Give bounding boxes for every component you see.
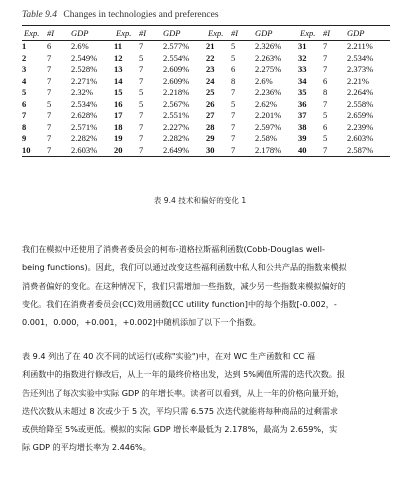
iteration-count: 7: [231, 133, 236, 143]
experiment-number: 39: [298, 133, 307, 143]
experiment-number: 1: [22, 41, 27, 51]
column-header: Exp.: [206, 26, 231, 41]
experiment-number: 4: [22, 75, 27, 86]
iteration-count: 7: [47, 52, 52, 63]
gdp-growth: 2.264%: [347, 87, 374, 97]
experiment-number: 3: [22, 64, 27, 74]
experiment-number: 38: [298, 121, 307, 132]
experiment-number: 32: [298, 52, 307, 63]
iteration-count: 7: [323, 52, 328, 63]
gdp-growth: 2.218%: [163, 87, 190, 97]
experiment-number: 25: [206, 87, 215, 97]
experiment-number: 37: [298, 110, 307, 120]
gdp-growth: 2.227%: [163, 121, 190, 132]
iteration-count: 7: [323, 64, 328, 74]
text-line: 利函数中的指数进行修改后，从上一年的最终价格出发，达到 5%阈值所需的迭代次数。报: [22, 369, 345, 380]
text-line: 0.001，0.000，+0.001，+0.002]中随机添加了以下一个指数。: [22, 317, 261, 328]
experiment-number: 29: [206, 133, 215, 143]
table-body: [22, 41, 390, 157]
text-line: 告还列出了每次实验中实际 GDP 的年增长率。读者可以看到，从上一年的价格向量开始，: [22, 387, 345, 398]
iteration-count: 6: [323, 121, 328, 132]
gdp-growth: 2.58%: [255, 133, 277, 143]
gdp-growth: 2.326%: [255, 41, 282, 51]
gdp-growth: 2.609%: [163, 75, 190, 86]
iteration-count: 7: [47, 87, 52, 97]
gdp-growth: 2.554%: [163, 52, 190, 63]
iteration-count: 5: [47, 98, 52, 109]
iteration-count: 7: [323, 145, 347, 157]
gdp-growth: 2.275%: [255, 64, 282, 74]
gdp-growth: 2.236%: [255, 87, 282, 97]
iteration-count: 7: [139, 41, 144, 51]
gdp-growth: 2.32%: [71, 87, 93, 97]
column-header: #I: [139, 26, 163, 41]
gdp-growth: 2.649%: [163, 145, 206, 157]
gdp-growth: 2.528%: [71, 64, 98, 74]
iteration-count: 7: [323, 41, 328, 51]
iteration-count: 5: [231, 41, 236, 51]
experiment-number: 11: [114, 41, 123, 51]
table-row: [22, 99, 390, 111]
experiment-number: 12: [114, 52, 123, 63]
table-row: [22, 110, 390, 122]
gdp-growth: 2.571%: [71, 121, 98, 132]
table-title-number: Table 9.4: [22, 10, 58, 20]
table-row: [22, 64, 390, 76]
gdp-growth: 2.239%: [347, 121, 374, 132]
iteration-count: 5: [231, 98, 236, 109]
gdp-growth: 2.597%: [255, 121, 282, 132]
gdp-growth: 2.373%: [347, 64, 374, 74]
iteration-count: 7: [231, 110, 236, 120]
experiment-number: 18: [114, 121, 123, 132]
experiment-number: 10: [22, 145, 47, 157]
table-header-row: [22, 26, 390, 41]
table-row: [22, 76, 390, 88]
experiment-number: 30: [206, 145, 231, 157]
iteration-count: 7: [47, 110, 52, 120]
iteration-count: 5: [323, 133, 328, 143]
iteration-count: 8: [231, 75, 236, 86]
text-line: being functions)。因此，我们可以通过改变这些福利函数中私人和公共产品的指数来模拟: [22, 262, 347, 273]
text-line: 际 GDP 的平均增长率为 2.446%。: [22, 442, 151, 453]
experiment-number: 2: [22, 52, 27, 63]
table-row: [22, 145, 390, 157]
iteration-count: 7: [139, 75, 144, 86]
gdp-growth: 2.178%: [255, 145, 298, 157]
iteration-count: 5: [231, 52, 236, 63]
iteration-count: 7: [139, 64, 144, 74]
iteration-count: 7: [47, 133, 52, 143]
iteration-count: 7: [139, 133, 144, 143]
gdp-growth: 2.6%: [71, 41, 89, 51]
column-header: Exp.: [298, 26, 323, 41]
iteration-count: 6: [47, 41, 52, 51]
text-line: 表 9.4 列出了在 40 次不同的试运行(或称"实验")中，在对 WC 生产函数和 CC 福: [22, 351, 315, 361]
paragraph-2: [22, 347, 382, 457]
experiment-number: 34: [298, 75, 307, 86]
gdp-growth: 2.549%: [71, 52, 98, 63]
iteration-count: 5: [323, 110, 328, 120]
iteration-count: 7: [139, 110, 144, 120]
experiment-number: 14: [114, 75, 123, 86]
gdp-growth: 2.534%: [347, 52, 374, 63]
iteration-count: 6: [323, 75, 328, 86]
gdp-growth: 2.6%: [255, 75, 273, 86]
table-row: [22, 53, 390, 65]
experiment-number: 26: [206, 98, 215, 109]
gdp-growth: 2.628%: [71, 110, 98, 120]
gdp-growth: 2.558%: [347, 98, 374, 109]
iteration-count: 7: [231, 121, 236, 132]
table-row: [22, 122, 390, 134]
iteration-count: 7: [139, 121, 144, 132]
experiment-number: 23: [206, 64, 215, 74]
experiment-number: 13: [114, 64, 123, 74]
column-header: Exp.: [114, 26, 139, 41]
gdp-growth: 2.271%: [71, 75, 98, 86]
column-header: Exp.: [22, 26, 47, 41]
iteration-count: 7: [47, 64, 52, 74]
iteration-count: 5: [139, 87, 144, 97]
iteration-count: 7: [231, 87, 236, 97]
gdp-growth: 2.551%: [163, 110, 190, 120]
iteration-count: 7: [47, 121, 52, 132]
gdp-growth: 2.211%: [347, 41, 373, 51]
gdp-growth: 2.21%: [347, 75, 369, 86]
gdp-growth: 2.587%: [347, 145, 390, 157]
text-line: 消费者偏好的变化。在这种情况下，我们只需增加一些指数，减少另一些指数来模拟偏好的: [22, 280, 346, 291]
experiment-number: 35: [298, 87, 307, 97]
iteration-count: 7: [47, 75, 52, 86]
column-header: #I: [231, 26, 255, 41]
experiment-number: 40: [298, 145, 323, 157]
gdp-growth: 2.577%: [163, 41, 190, 51]
gdp-growth: 2.201%: [255, 110, 282, 120]
text-line: 迭代次数从未超过 8 次或少于 5 次，平均只需 6.575 次迭代就能将每种商品的过剩需求: [22, 405, 339, 416]
table-title: [22, 10, 219, 20]
gdp-growth: 2.534%: [71, 98, 98, 109]
gdp-growth: 2.609%: [163, 64, 190, 74]
experiment-number: 31: [298, 41, 307, 51]
column-header: GDP: [347, 26, 390, 41]
experiment-number: 27: [206, 110, 215, 120]
experiment-number: 7: [22, 110, 27, 120]
gdp-growth: 2.603%: [71, 145, 114, 157]
iteration-count: 5: [139, 98, 144, 109]
text-line: 或供给降至 5%或更低。模拟的实际 GDP 增长率最低为 2.178%，最高为 2.659%，实: [22, 424, 338, 435]
gdp-growth: 2.282%: [163, 133, 190, 143]
experiment-number: 22: [206, 52, 215, 63]
iteration-count: 7: [323, 98, 328, 109]
iteration-count: 7: [231, 145, 255, 157]
gdp-growth: 2.567%: [163, 98, 190, 109]
gdp-growth: 2.263%: [255, 52, 282, 63]
experiment-number: 21: [206, 41, 215, 51]
iteration-count: 6: [231, 64, 236, 74]
table-caption: 表 9.4 技术和偏好的变化 1: [153, 196, 247, 205]
gdp-growth: 2.62%: [255, 98, 277, 109]
experiment-number: 17: [114, 110, 123, 120]
iteration-count: 8: [323, 87, 328, 97]
experiment-number: 9: [22, 133, 27, 143]
table-row: [22, 133, 390, 145]
text-line: 变化。我们在消费者委员会(CC)效用函数[CC utility function]中的每个指数[-0.002，-: [22, 298, 337, 309]
paragraph-1: [22, 240, 382, 331]
experiment-number: 28: [206, 121, 215, 132]
experiment-number: 36: [298, 98, 307, 109]
experiment-number: 16: [114, 98, 123, 109]
iteration-count: 7: [139, 145, 163, 157]
gdp-growth: 2.282%: [71, 133, 98, 143]
experiment-number: 6: [22, 98, 27, 109]
column-header: GDP: [71, 26, 114, 41]
table-row: [22, 41, 390, 53]
experiment-number: 33: [298, 64, 307, 74]
experiment-number: 19: [114, 133, 123, 143]
text-line: 我们在模拟中还使用了消费者委员会的柯布-道格拉斯福利函数(Cobb-Douglas well-: [22, 244, 325, 254]
iteration-count: 7: [47, 145, 71, 157]
experiment-number: 20: [114, 145, 139, 157]
table-row: [22, 87, 390, 99]
column-header: #I: [47, 26, 71, 41]
column-header: GDP: [255, 26, 298, 41]
column-header: #I: [323, 26, 347, 41]
table-title-text: Changes in technologies and preferences: [63, 10, 219, 20]
iteration-count: 5: [139, 52, 144, 63]
column-header: GDP: [163, 26, 206, 41]
experiment-number: 15: [114, 87, 123, 97]
gdp-growth: 2.603%: [347, 133, 374, 143]
gdp-growth: 2.659%: [347, 110, 374, 120]
experiment-number: 5: [22, 87, 27, 97]
experiment-number: 24: [206, 75, 215, 86]
results-table: [22, 25, 390, 157]
experiment-number: 8: [22, 121, 27, 132]
